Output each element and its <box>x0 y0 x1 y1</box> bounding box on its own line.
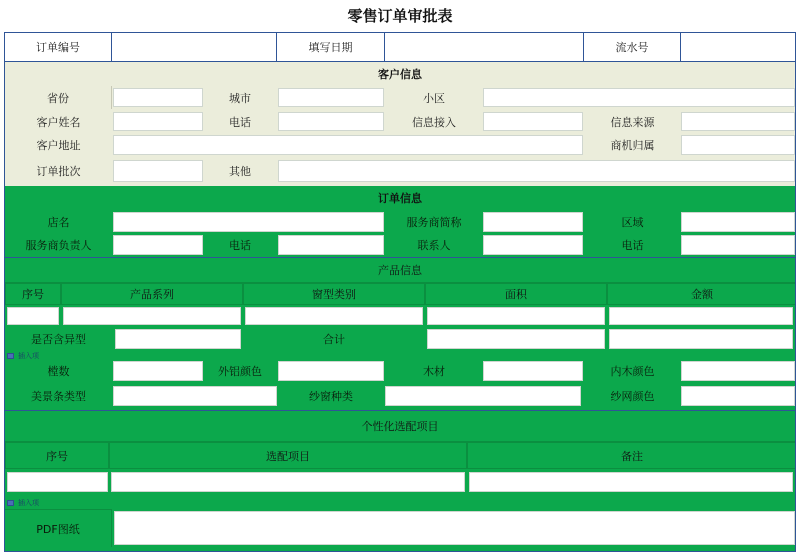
product-col-no: 序号 <box>5 283 61 305</box>
mesh-color-input[interactable] <box>681 386 795 406</box>
irregular-label: 是否含异型 <box>5 328 112 350</box>
custom-insert-item[interactable] <box>7 498 39 507</box>
order-section-title: 订单信息 <box>378 192 422 205</box>
insert-icon <box>7 500 14 506</box>
insert-icon <box>7 353 14 359</box>
outer-color-input[interactable] <box>278 361 384 381</box>
opportunity-input[interactable] <box>681 135 795 155</box>
product-section-title: 产品信息 <box>378 264 422 277</box>
serial-no-field[interactable] <box>681 33 796 61</box>
product-series-input[interactable] <box>63 307 241 325</box>
product-input-row <box>5 306 795 326</box>
pdf-upload-area[interactable] <box>114 511 795 545</box>
customer-section-title: 客户信息 <box>378 67 422 81</box>
store-label: 店名 <box>5 211 112 233</box>
inner-color-input[interactable] <box>681 361 795 381</box>
product-attr-row-2 <box>5 384 795 408</box>
custom-header-row <box>5 442 795 469</box>
irregular-input[interactable] <box>115 329 241 349</box>
total-label: 合计 <box>243 328 425 350</box>
opportunity-label: 商机归属 <box>610 139 655 152</box>
custom-col-item: 选配项目 <box>109 442 467 469</box>
province-input[interactable] <box>113 88 203 107</box>
total-amount-input[interactable] <box>609 329 793 349</box>
frames-label: 樘数 <box>5 360 112 382</box>
district-input[interactable] <box>483 88 795 107</box>
custom-col-note: 备注 <box>467 442 796 469</box>
info-access-label: 信息接入 <box>412 115 456 129</box>
city-label: 城市 <box>229 91 251 105</box>
region-input[interactable] <box>681 212 795 232</box>
province-label: 省份 <box>5 86 112 109</box>
product-col-series: 产品系列 <box>61 283 243 305</box>
phone-input[interactable] <box>278 112 384 131</box>
custom-insert-label: 插入项 <box>18 498 39 507</box>
header-row <box>5 33 795 61</box>
custom-section-title: 个性化选配项目 <box>361 420 439 433</box>
page-title: 零售订单审批表 <box>347 7 453 25</box>
product-col-area: 面积 <box>425 283 607 305</box>
wood-label: 木材 <box>385 360 483 382</box>
custom-col-no: 序号 <box>5 442 109 469</box>
serial-no-label: 流水号 <box>584 33 681 61</box>
product-area-input[interactable] <box>427 307 605 325</box>
screen-type-label: 纱窗种类 <box>277 384 385 408</box>
phone1-input[interactable] <box>278 235 384 255</box>
info-source-input[interactable] <box>681 112 795 131</box>
pdf-row <box>5 509 795 547</box>
screen-type-input[interactable] <box>385 386 581 406</box>
product-window-type-input[interactable] <box>245 307 423 325</box>
other-input[interactable] <box>278 160 795 182</box>
product-no-input[interactable] <box>7 307 59 325</box>
customer-name-input[interactable] <box>113 112 203 131</box>
total-area-input[interactable] <box>427 329 605 349</box>
inner-color-label: 内木颜色 <box>584 360 681 382</box>
customer-name-label: 客户姓名 <box>36 115 81 129</box>
custom-no-input[interactable] <box>7 472 108 492</box>
district-label: 小区 <box>423 91 445 105</box>
mesh-color-label: 纱网颜色 <box>584 384 681 408</box>
product-amount-input[interactable] <box>609 307 793 325</box>
wood-input[interactable] <box>483 361 583 381</box>
custom-input-row <box>5 471 795 493</box>
provider-manager-input[interactable] <box>113 235 203 255</box>
order-no-label: 订单编号 <box>5 33 112 61</box>
contact-label: 联系人 <box>385 234 483 256</box>
customer-row-3 <box>5 134 795 156</box>
customer-row-4 <box>5 158 795 184</box>
product-attr-row-1 <box>5 360 795 382</box>
fill-date-label: 填写日期 <box>277 33 385 61</box>
phone2-input[interactable] <box>681 235 795 255</box>
store-input[interactable] <box>113 212 384 232</box>
info-access-input[interactable] <box>483 112 583 131</box>
outer-color-label: 外铝颜色 <box>203 360 277 382</box>
order-row-2 <box>5 234 795 256</box>
info-source-label: 信息来源 <box>610 115 655 129</box>
address-label: 客户地址 <box>36 139 81 152</box>
approval-form <box>4 32 796 552</box>
trim-type-label: 美景条类型 <box>5 384 112 408</box>
provider-short-label: 服务商简称 <box>385 211 483 233</box>
product-header-row <box>5 283 795 305</box>
product-insert-label: 插入项 <box>18 351 39 360</box>
batch-input[interactable] <box>113 160 203 182</box>
provider-short-input[interactable] <box>483 212 583 232</box>
trim-type-input[interactable] <box>113 386 277 406</box>
batch-label: 订单批次 <box>36 165 81 178</box>
order-no-field[interactable] <box>112 33 277 61</box>
product-total-row <box>5 328 795 350</box>
provider-manager-label: 服务商负责人 <box>5 234 112 256</box>
contact-input[interactable] <box>483 235 583 255</box>
custom-item-input[interactable] <box>111 472 465 492</box>
order-row-1 <box>5 211 795 233</box>
product-col-window-type: 窗型类别 <box>243 283 425 305</box>
phone-label: 电话 <box>229 115 251 129</box>
region-label: 区域 <box>584 211 681 233</box>
product-insert-item[interactable] <box>7 351 39 360</box>
customer-row-1 <box>5 86 795 109</box>
other-label: 其他 <box>229 165 251 178</box>
phone2-label: 电话 <box>584 234 681 256</box>
pdf-label: PDF图纸 <box>5 509 112 547</box>
frames-input[interactable] <box>113 361 203 381</box>
phone1-label: 电话 <box>203 234 277 256</box>
fill-date-field[interactable] <box>385 33 584 61</box>
address-input[interactable] <box>113 135 583 155</box>
city-input[interactable] <box>278 88 384 107</box>
customer-row-2 <box>5 111 795 132</box>
product-col-amount: 金额 <box>607 283 796 305</box>
custom-note-input[interactable] <box>469 472 793 492</box>
